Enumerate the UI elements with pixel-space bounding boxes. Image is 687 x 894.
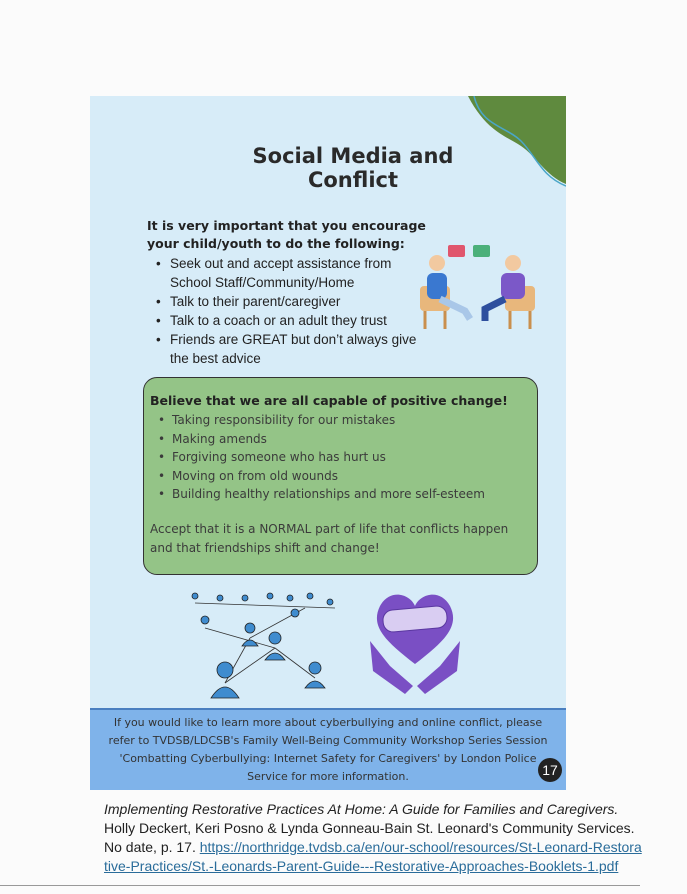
intro-line: your child/youth to do the following: bbox=[147, 236, 405, 251]
heart-bandage-hands-icon bbox=[365, 586, 465, 698]
poster-panel bbox=[90, 96, 566, 790]
list-item: • Talk to a coach or an adult they trust bbox=[156, 311, 426, 330]
intro-line: It is very important that you encourage bbox=[147, 218, 426, 233]
encourage-list bbox=[156, 254, 426, 368]
change-heading: Believe that we are all capable of positive change! bbox=[150, 393, 508, 408]
title-line: Conflict bbox=[307, 168, 399, 192]
positive-change-box bbox=[143, 377, 538, 575]
list-item: • Taking responsibility for our mistakes bbox=[158, 411, 485, 430]
list-item: • Talk to their parent/caregiver bbox=[156, 292, 426, 311]
info-band bbox=[90, 708, 566, 790]
list-item: • Building healthy relationships and more self-esteem bbox=[158, 485, 485, 504]
network-people-illustration bbox=[185, 588, 345, 700]
citation bbox=[104, 800, 644, 876]
list-item: • Making amends bbox=[158, 430, 485, 449]
page-title bbox=[90, 144, 566, 192]
list-item: • Friends are GREAT but don’t always give the best advice bbox=[156, 330, 426, 368]
citation-title: Implementing Restorative Practices At Home: A Guide for Families and Caregivers. bbox=[104, 801, 619, 817]
list-item: • Seek out and accept assistance from School Staff/Community/Home bbox=[156, 254, 426, 292]
citation-link[interactable]: https://northridge.tvdsb.ca/en/our-school/resources/St-Leonard-Restorative-Practices/St.-Leonards-Parent-Guide---Restorative-Approaches-Booklets-1.pdf bbox=[104, 839, 642, 874]
divider bbox=[0, 885, 640, 886]
conversation-illustration bbox=[415, 241, 540, 331]
info-line: refer to TVDSB/LDCSB's Family Well-Being Community Workshop Series Session bbox=[108, 734, 548, 747]
title-line: Social Media and bbox=[252, 144, 454, 168]
list-item: • Forgiving someone who has hurt us bbox=[158, 448, 485, 467]
citation-authors: Holly Deckert, Keri Posno & Lynda Gonneau-Bain St. Leonard's Community Services. bbox=[104, 820, 635, 836]
intro-text bbox=[147, 217, 426, 253]
change-footer: Accept that it is a NORMAL part of life that conflicts happen and that friendships shift and change! bbox=[150, 522, 509, 555]
info-line: 'Combatting Cyberbullying: Internet Safety for Caregivers' by London Police bbox=[119, 752, 537, 765]
info-line: If you would like to learn more about cyberbullying and online conflict, please bbox=[113, 716, 543, 729]
info-line: Service for more information. bbox=[247, 770, 409, 783]
page-number-badge: 17 bbox=[538, 758, 562, 782]
citation-date: No date, p. 17. bbox=[104, 839, 196, 855]
change-list bbox=[158, 411, 485, 504]
list-item: • Moving on from old wounds bbox=[158, 467, 485, 486]
